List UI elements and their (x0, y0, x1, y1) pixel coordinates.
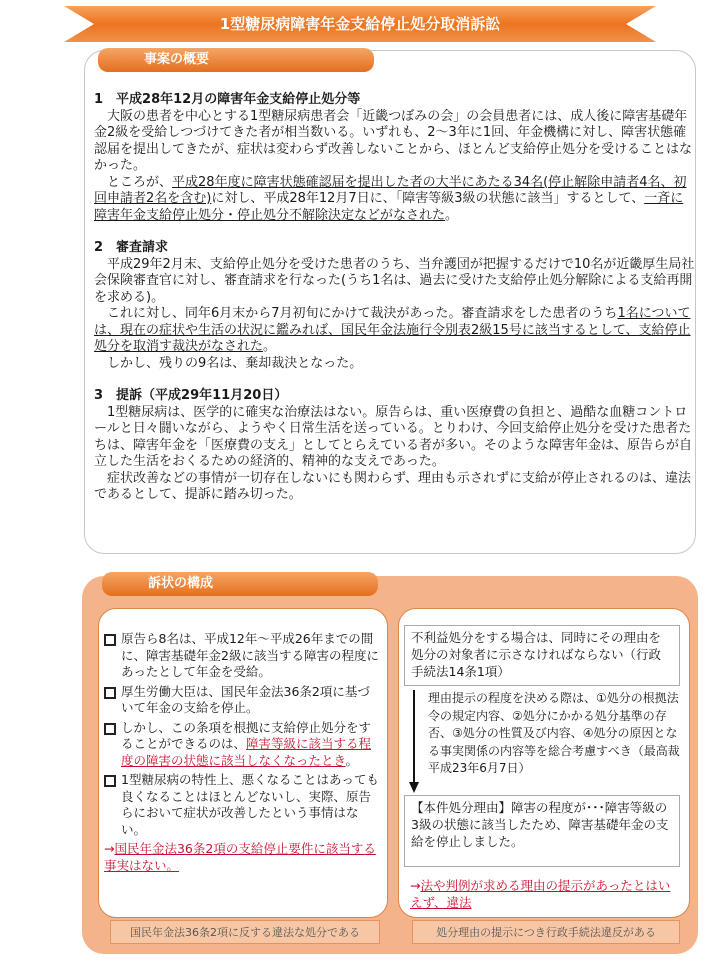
section2-heading: 2 審査請求 (94, 240, 169, 255)
right-footer-label: 処分理由の提示につき行政手続法違反がある (412, 920, 680, 944)
section3-p1-text: 1型糖尿病は、医学的に確実な治療法はない。原告らは、重い医療費の負担と、過酷な血糖コントロールと日々闘いながら、ようやく日常生活を送っている。とりわけ、今回支給停止処分を受けた患者たちは、障害年金を「医療費の支え」としてとらえている者が多い。そのような障害年金は、原告らが自立した生活をおくるための経済的、精神的な支えであった。 (94, 404, 693, 469)
left-conclusion-text: 国民年金法36条2項の支給停止要件に該当する事実はない。 (104, 841, 376, 873)
legal-rule-box: 不利益処分をする場合は、同時にその理由を処分の対象者に示さなければならない（行政手続法14条1項） (404, 625, 680, 686)
section2-p2-text-a: これに対し、同年6月末から7月初旬にかけて裁決があった。審査請求をした患者のうち (107, 306, 618, 321)
down-arrow-icon (408, 690, 420, 794)
section2-paragraph-1 (94, 257, 696, 307)
right-conclusion-text: 法や判例が求める理由の提示があったとはいえず、違法 (410, 878, 671, 910)
page-title: 1型糖尿病障害年金支給停止処分取消訴訟 (219, 15, 501, 33)
section1-heading: 1 平成28年12月の障害年金支給停止処分等 (94, 92, 361, 107)
left-footer-label: 国民年金法36条2項に反する違法な処分である (110, 920, 380, 944)
precedent-text: 理由提示の程度を決める際は、①処分の根拠法令の規定内容、②処分にかかる処分基準の存否、③処分の性質及び内容、④処分の原因となる事実関係の内容等を総合考慮すべき（最高裁平成23年6月7日） (428, 691, 680, 775)
section3-paragraph-2 (94, 471, 696, 504)
left-item-1-text: 原告ら8名は、平成12年～平成26年までの間に、障害基礎年金2級に該当する障害の程度にあったとして年金を受給。 (121, 631, 379, 679)
checkbox-square-icon (104, 775, 116, 787)
section2-p2-text-c: 。 (263, 339, 277, 354)
disposition-reason-box: 【本件処分理由】障害の程度が･･･障害等級の3級の状態に該当したため、障害基礎年金の支給を停止しました。 (404, 795, 680, 867)
section1-p2-underline-1: 平成28年度に障害状態確認届を提出した者の大半にあたる34名(停止解除申請者4名、初回申請者2名を含む) (94, 174, 687, 206)
section2-p2-underline: 1名については、現在の症状や生活の状況に鑑みれば、国民年金法施行令別表2級15号に該当するとして、支給停止処分を取消す裁決がなされた (94, 306, 691, 354)
section1-paragraph-1 (94, 109, 696, 175)
section1-p2-text-c: 。 (445, 207, 459, 223)
section2-paragraph-3 (94, 356, 696, 373)
overview-content (94, 92, 696, 504)
left-item-4-text: 1型糖尿病の特性上、悪くなることはあっても良くなることはほとんどないし、実際、原告らにおいて症状が改善したという事情はない。 (121, 772, 379, 837)
overview-tab: 事案の概要 (98, 48, 374, 72)
section1-p2-text-a: ところが、 (107, 174, 173, 190)
right-arrow-icon: → (104, 841, 115, 856)
right-arrow-icon: → (410, 878, 421, 893)
section2-p1-text: 平成29年2月末、支給停止処分を受けた患者のうち、当弁護団が把握するだけで10名が近畿厚生局社会保険審査官に対し、審査請求を行なった(うち1名は、過去に受けた支給停止処分解除による支給再開を求める)。 (94, 256, 695, 305)
title-banner (64, 2, 656, 46)
section3-paragraph-1 (94, 405, 696, 471)
left-item-3-highlight: 障害等級に該当する程度の障害の状態に該当しなくなったとき (121, 736, 372, 768)
complaint-tab: 訴状の構成 (102, 572, 378, 596)
section2-p3-text: しかし、残りの9名は、棄却裁決となった。 (107, 355, 363, 371)
left-item-3-text (121, 720, 382, 770)
section1-p1-text: 大阪の患者を中心とする1型糖尿病患者会「近畿つぼみの会」の会員患者には、成人後に障害基礎年金2級を受給しつづけてきた者が相当数いる。いずれも、2～3年に1回、年金機構に対し、障害状態確認届を提出してきたが、症状は変わらず改善しないことから、ほとんど支給停止処分を受けることはなかった。 (94, 108, 693, 173)
left-item-3-text-a: しかし、この条項を根拠に支給停止処分をすることができるのは、 (121, 719, 372, 751)
checkbox-square-icon (104, 687, 116, 699)
right-conclusion (410, 877, 680, 911)
section1-paragraph-2 (94, 175, 696, 225)
left-argument-list (104, 631, 382, 877)
left-conclusion (104, 841, 382, 874)
section1-p2-text-b: に対し、平成28年12月7日に、「障害等級3級の状態に該当」するとして、 (211, 191, 645, 206)
section3-p2-text: 症状改善などの事情が一切存在しないにも関わらず、理由も示されずに支給が停止されるのは、違法であるとして、提訴に踏み切った。 (94, 470, 691, 502)
section3-heading: 3 提訴（平成29年11月20日） (94, 388, 288, 403)
left-item-2-text: 厚生労働大臣は、国民年金法36条2項に基づいて年金の支給を停止。 (121, 683, 370, 715)
section1-p2-underline-2: 一斉に障害年金支給停止処分・停止処分不解除決定などがなされた (94, 191, 684, 223)
checkbox-square-icon (104, 723, 116, 735)
list-item (104, 720, 382, 770)
list-item (104, 684, 382, 717)
checkbox-square-icon (104, 634, 116, 646)
left-item-3-text-c: 。 (345, 752, 359, 768)
section2-paragraph-2 (94, 306, 696, 356)
list-item (104, 631, 382, 681)
list-item (104, 772, 382, 838)
